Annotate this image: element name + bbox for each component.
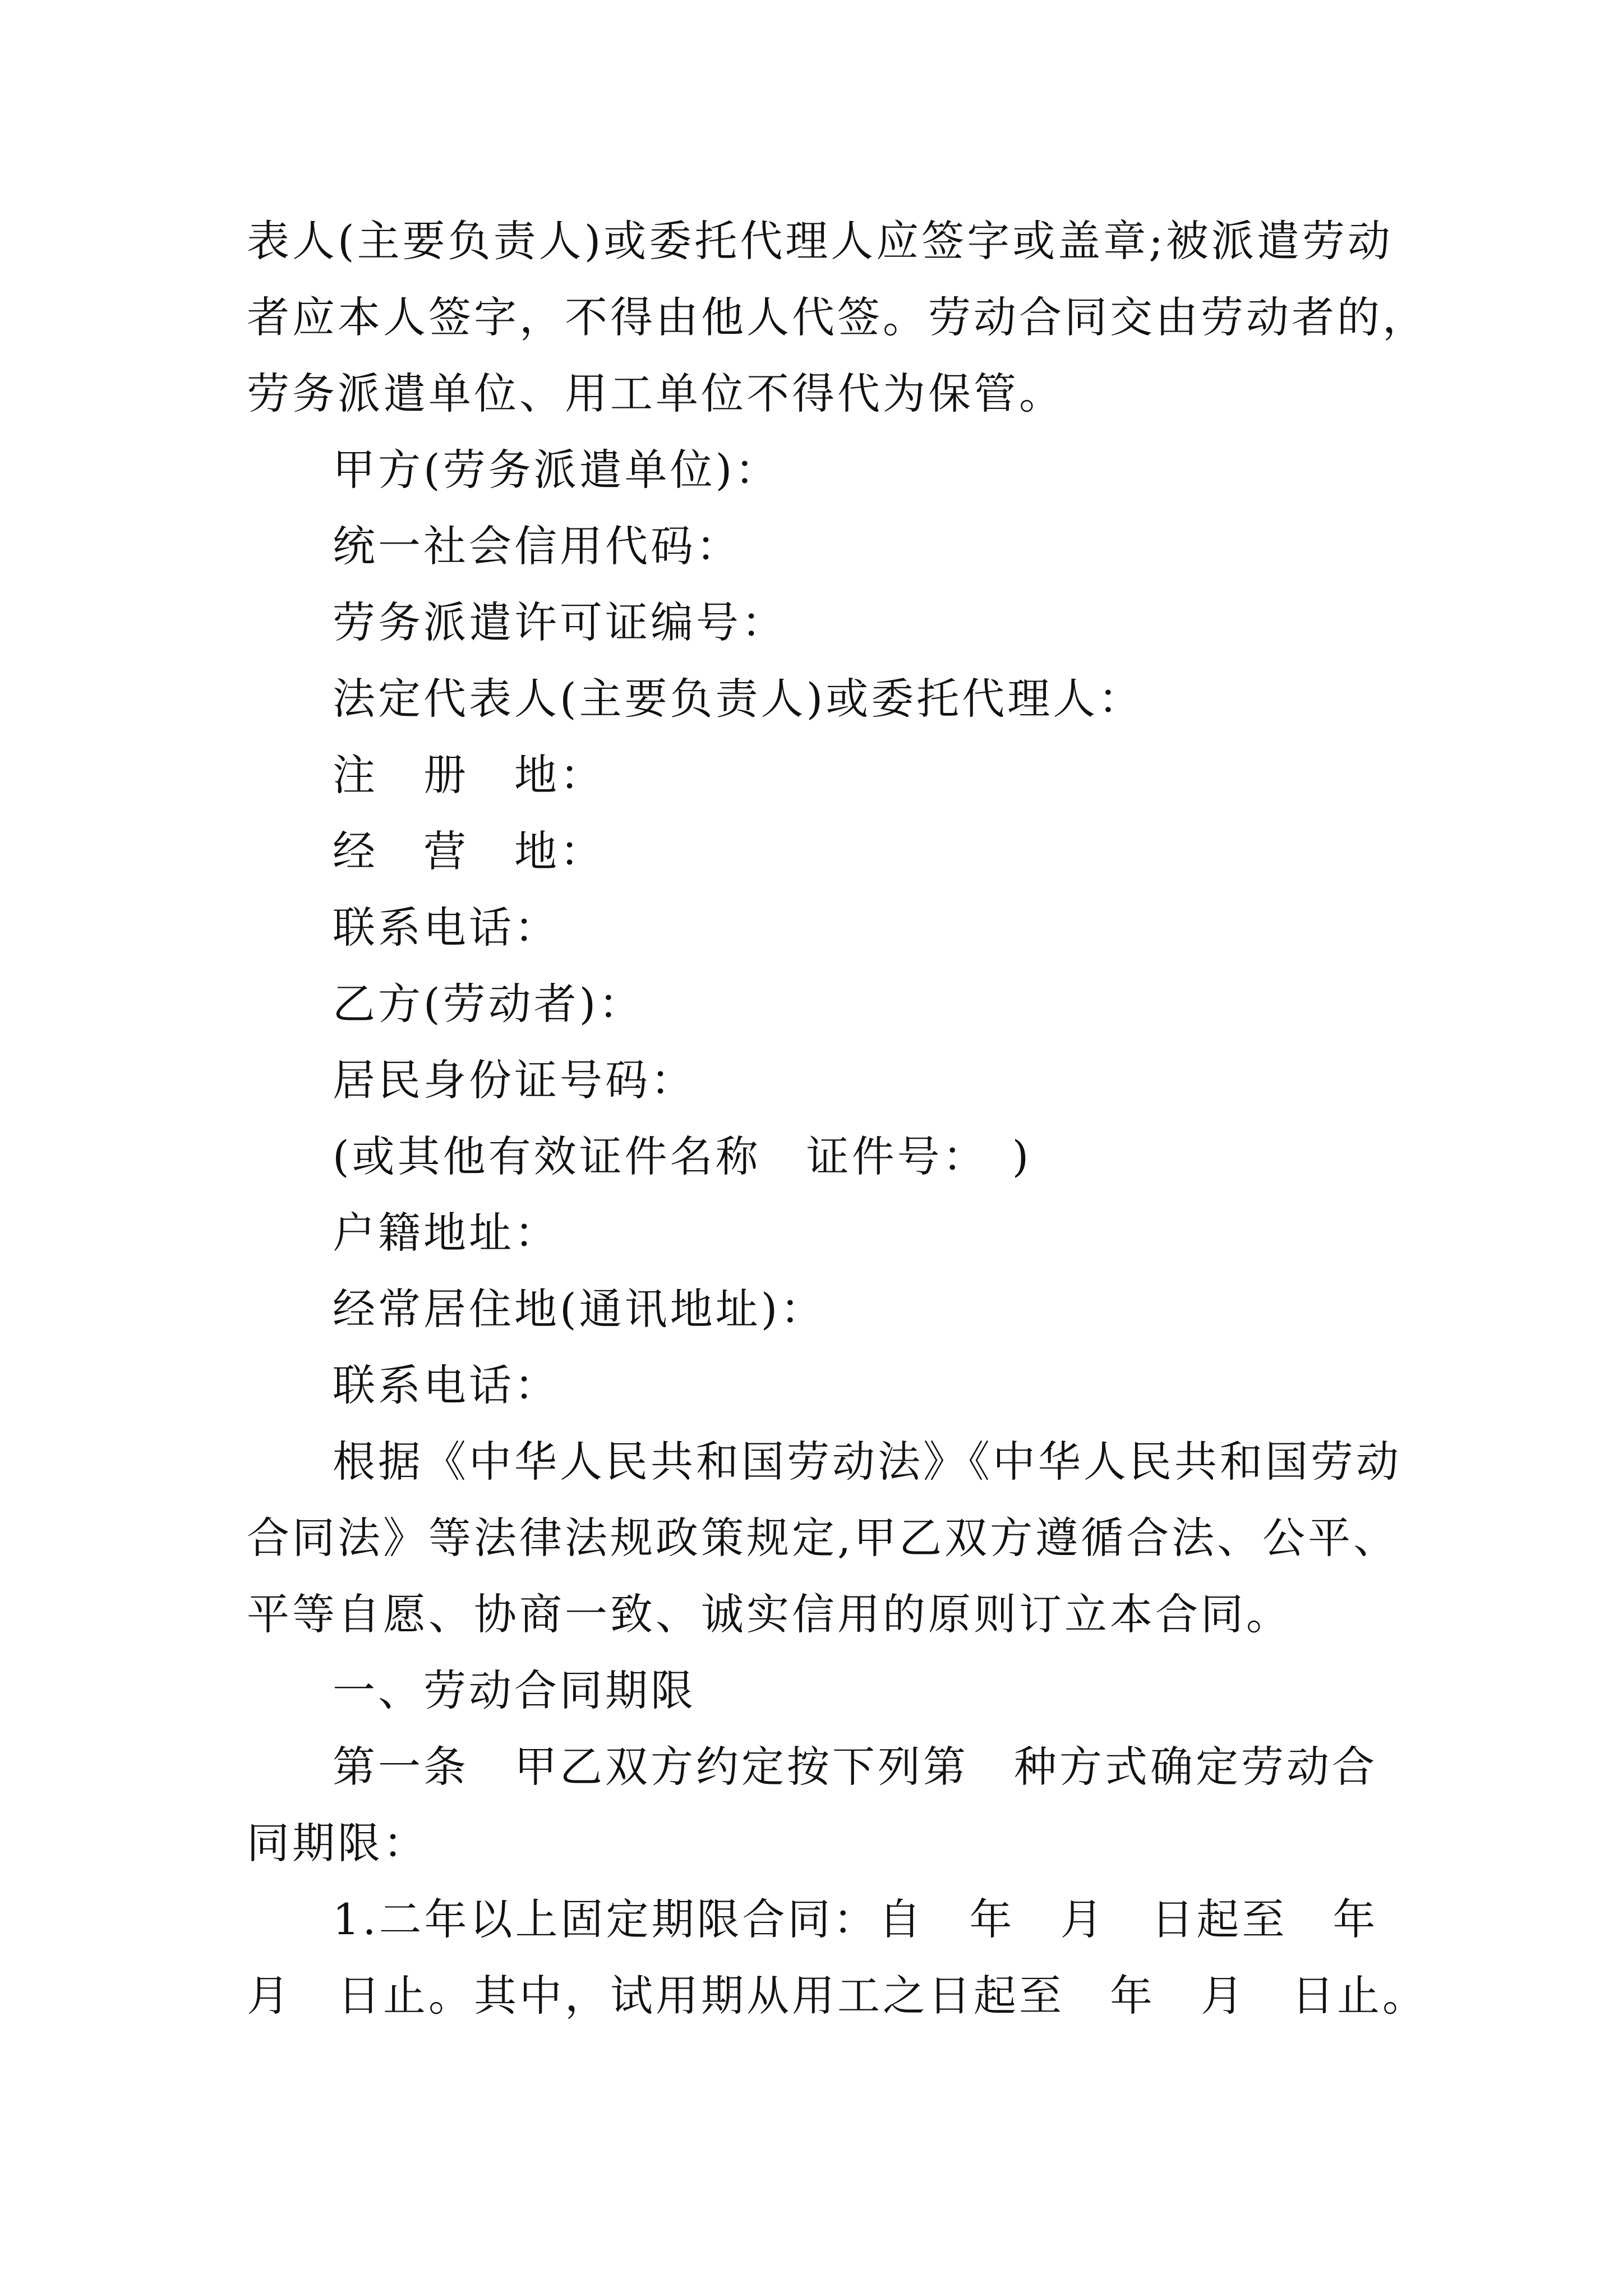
paragraph-line: 根据《中华人民共和国劳动法》《中华人民共和国劳动 — [333, 1437, 1401, 1487]
article-line: 同期限： — [247, 1818, 428, 1868]
field-label: 户籍地址： — [333, 1208, 560, 1258]
field-label: 联系电话： — [333, 903, 560, 953]
paragraph-line: 平等自愿、协商一致、诚实信用的原则订立本合同。 — [247, 1589, 1292, 1639]
field-label: 经 营 地： — [333, 826, 605, 876]
section-heading: 一、劳动合同期限 — [333, 1665, 696, 1715]
text-line: 者应本人签字，不得由他人代签。劳动合同交由劳动者的， — [247, 292, 1428, 342]
clause-line: 1.二年以上固定期限合同：自 年 月 日起至 年 — [333, 1894, 1378, 1944]
party-a-heading: 甲方(劳务派遣单位)： — [333, 445, 781, 495]
field-label: 联系电话： — [333, 1360, 560, 1410]
text-line: 劳务派遣单位、用工单位不得代为保管。 — [247, 369, 1064, 418]
field-label: 统一社会信用代码： — [333, 521, 741, 571]
clause-line: 月 日止。其中，试用期从用工之日起至 年 月 日止。 — [247, 1971, 1428, 2021]
field-label: 经常居住地(通讯地址)： — [333, 1284, 826, 1334]
article-line: 第一条 甲乙双方约定按下列第 种方式确定劳动合 — [333, 1742, 1377, 1792]
field-label: 法定代表人(主要负责人)或委托代理人： — [333, 674, 1144, 724]
party-b-heading: 乙方(劳动者)： — [333, 979, 644, 1029]
field-label: 居民身份证号码： — [333, 1055, 696, 1105]
paragraph-line: 合同法》等法律法规政策规定,甲乙双方遵循合法、公平、 — [247, 1513, 1399, 1563]
field-label: 劳务派遣许可证编号： — [333, 597, 787, 647]
text-line: 表人(主要负责人)或委托代理人应签字或盖章;被派遣劳动 — [247, 216, 1393, 266]
contract-text — [247, 203, 1428, 2034]
field-label: 注 册 地： — [333, 750, 605, 800]
field-label: (或其他有效证件名称 证件号： ) — [333, 1131, 1032, 1181]
